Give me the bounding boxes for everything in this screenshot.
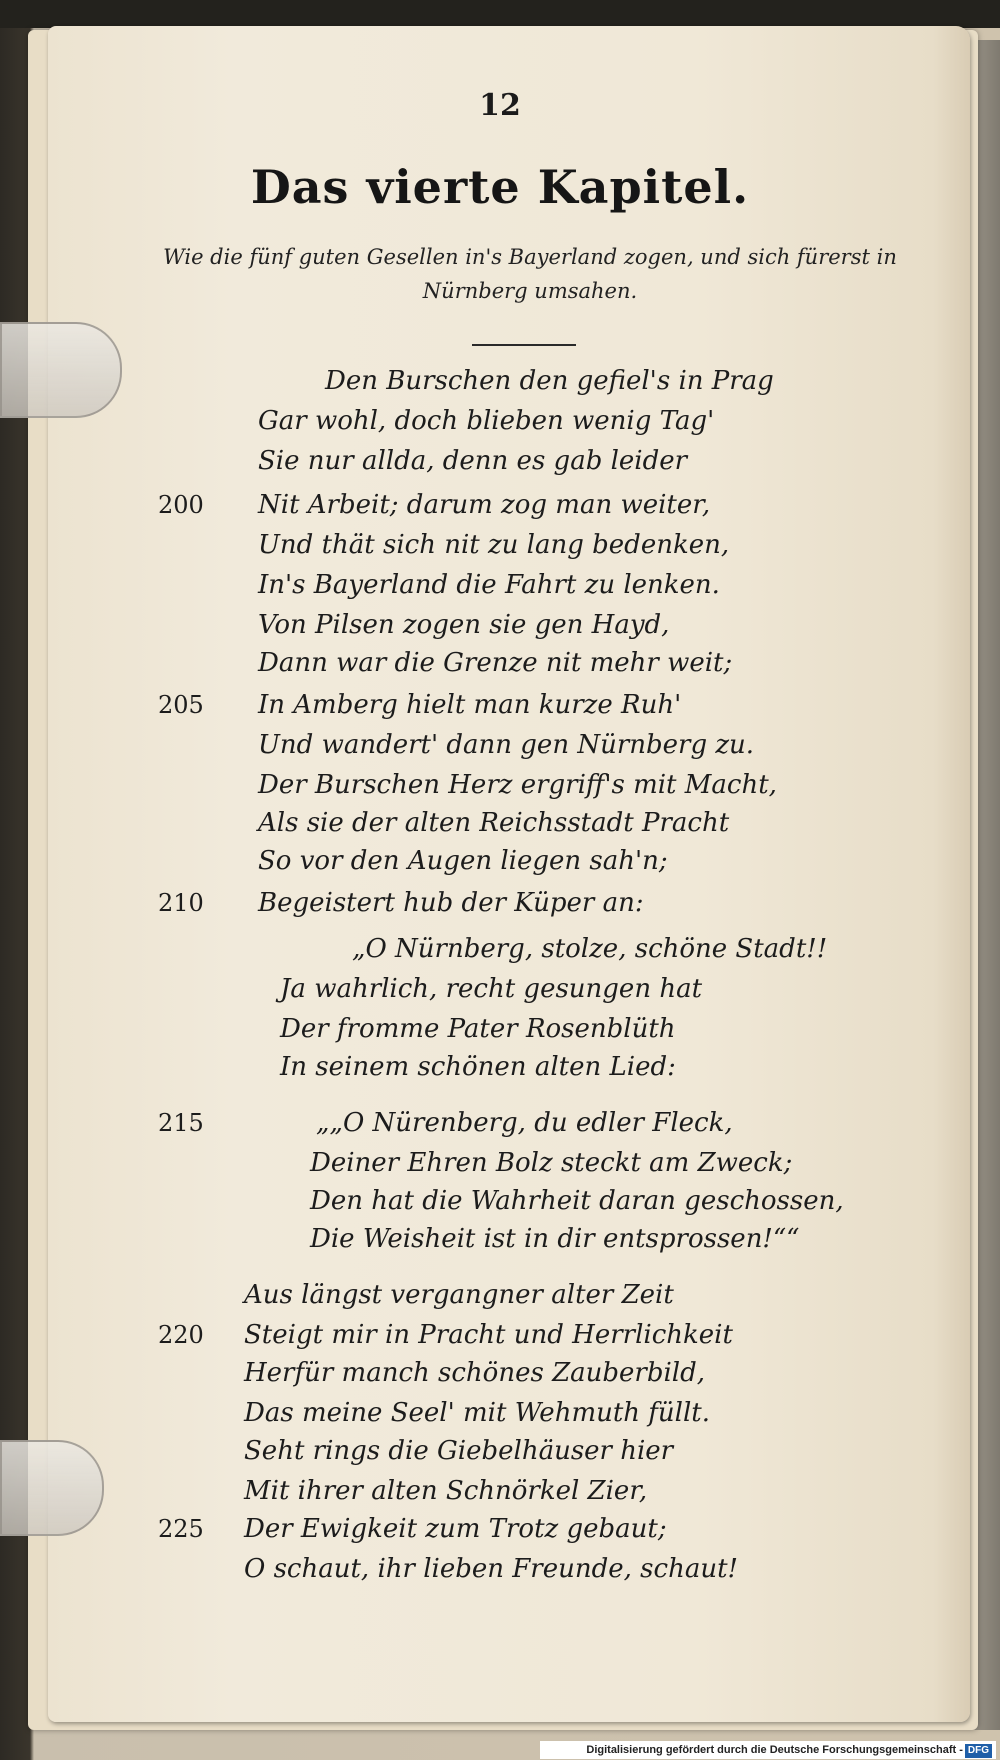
verse-text: Sie nur allda, denn es gab leider (258, 446, 688, 476)
verse-line (0, 402, 1000, 440)
verse-text: Begeistert hub der Küper an: (258, 888, 644, 918)
verse-line (0, 526, 1000, 564)
verse-line (0, 644, 1000, 682)
verse-text: Den Burschen den gefiel's in Prag (325, 366, 774, 396)
verse-line (0, 766, 1000, 804)
verse-line (0, 1276, 1000, 1314)
verse-text: Und thät sich nit zu lang bedenken, (258, 530, 730, 560)
verse-line (0, 1182, 1000, 1220)
verse-line (0, 726, 1000, 764)
verse-line (0, 442, 1000, 480)
chapter-subtitle: Wie die fünf guten Gesellen in's Bayerland zogen, und sich fürerst in Nürnberg umsahen. (163, 245, 897, 303)
line-number: 225 (158, 1515, 204, 1543)
verse-text: Deiner Ehren Bolz steckt am Zweck; (310, 1148, 793, 1178)
verse-text: Von Pilsen zogen sie gen Hayd, (258, 610, 670, 640)
verse-text: Der fromme Pater Rosenblüth (280, 1014, 676, 1044)
line-number: 220 (158, 1321, 204, 1349)
verse-text: Der Ewigkeit zum Trotz gebaut; (244, 1514, 667, 1544)
verse-text: Herfür manch schönes Zauberbild, (244, 1358, 706, 1388)
verse-text: So vor den Augen liegen sah'n; (258, 846, 668, 876)
verse-line (0, 1104, 1000, 1142)
verse-line (0, 1316, 1000, 1354)
verse-line (0, 1472, 1000, 1510)
verse-line (0, 1220, 1000, 1258)
verse-line (0, 1432, 1000, 1470)
verse-text: Dann war die Grenze nit mehr weit; (258, 648, 733, 678)
verse-line (0, 970, 1000, 1008)
verse-text: Als sie der alten Reichsstadt Pracht (258, 808, 730, 838)
page-number: 12 (479, 88, 521, 123)
verse-text: „O Nürnberg, stolze, schöne Stadt!! (352, 934, 828, 964)
chapter-title: Das vierte Kapitel. (250, 160, 750, 214)
line-number: 210 (158, 889, 204, 917)
footer-text: Digitalisierung gefördert durch die Deutsche Forschungsgemeinschaft - (586, 1744, 963, 1756)
verse-line (0, 1394, 1000, 1432)
verse-line (0, 362, 1000, 400)
verse-text: Nit Arbeit; darum zog man weiter, (258, 490, 711, 520)
verse-text: Seht rings die Giebelhäuser hier (244, 1436, 674, 1466)
verse-line (0, 1550, 1000, 1588)
verse-text: Aus längst vergangner alter Zeit (244, 1280, 674, 1310)
digitization-footer (540, 1741, 996, 1759)
verse-line (0, 1010, 1000, 1048)
verse-text: Das meine Seel' mit Wehmuth füllt. (244, 1398, 711, 1428)
verse-text: Und wandert' dann gen Nürnberg zu. (258, 730, 755, 760)
verse-line (0, 842, 1000, 880)
title-divider (472, 344, 576, 346)
line-number: 200 (158, 491, 204, 519)
verse-line (0, 1144, 1000, 1182)
verse-text: „„O Nürenberg, du edler Fleck, (316, 1108, 733, 1138)
verse-line (0, 686, 1000, 724)
scan-top-edge (0, 0, 1000, 28)
verse-line (0, 606, 1000, 644)
line-number: 215 (158, 1109, 204, 1137)
verse-text: Den hat die Wahrheit daran geschossen, (310, 1186, 844, 1216)
verse-text: In Amberg hielt man kurze Ruh' (258, 690, 682, 720)
verse-text: Die Weisheit ist in dir entsprossen!““ (310, 1224, 800, 1254)
verse-line (0, 566, 1000, 604)
verse-line (0, 930, 1000, 968)
verse-text: Mit ihrer alten Schnörkel Zier, (244, 1476, 648, 1506)
verse-text: Gar wohl, doch blieben wenig Tag' (258, 406, 715, 436)
verse-text: In's Bayerland die Fahrt zu lenken. (258, 570, 720, 600)
verse-line (0, 1354, 1000, 1392)
verse-line (0, 884, 1000, 922)
verse-text: Ja wahrlich, recht gesungen hat (280, 974, 703, 1004)
verse-text: Der Burschen Herz ergriff's mit Macht, (258, 770, 777, 800)
verse-line (0, 486, 1000, 524)
verse-text: In seinem schönen alten Lied: (280, 1052, 676, 1082)
verse-text: O schaut, ihr lieben Freunde, schaut! (244, 1554, 738, 1584)
verse-line (0, 804, 1000, 842)
line-number: 205 (158, 691, 204, 719)
verse-text: Steigt mir in Pracht und Herrlichkeit (244, 1320, 733, 1350)
dfg-logo: DFG (965, 1744, 992, 1758)
verse-line (0, 1048, 1000, 1086)
verse-line (0, 1510, 1000, 1548)
